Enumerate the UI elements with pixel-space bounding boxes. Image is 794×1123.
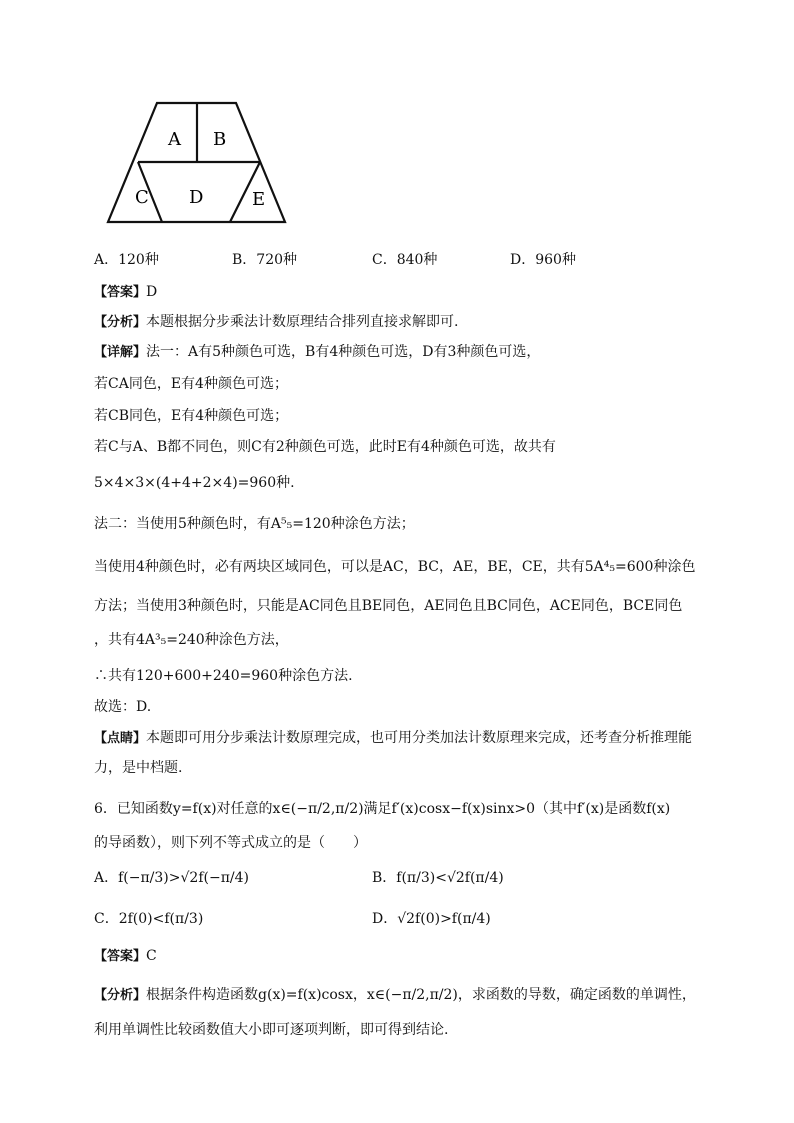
q6-option-d: D．√2f(0)>f(π/4) — [372, 911, 491, 927]
analysis-tag: 【分析】 — [94, 315, 147, 330]
region-a-label: A — [168, 129, 181, 150]
q5-detail-4: 若C与A、B都不同色，则C有2种颜色可选，此时E有4种颜色可选，故共有 — [94, 439, 556, 455]
q6-analysis-1 — [94, 985, 696, 1006]
q5-detail-3: 若CB同色，E有4种颜色可选； — [94, 408, 289, 424]
q6-stem-2: 的导函数），则下列不等式成立的是（ ） — [94, 835, 367, 851]
q5-method2-6: 故选：D. — [94, 699, 152, 715]
analysis-text: 本题根据分步乘法计数原理结合排列直接求解即可. — [146, 314, 459, 330]
analysis-tag: 【分析】 — [94, 988, 147, 1003]
q5-comment-2: 力，是中档题. — [94, 760, 183, 776]
answer-tag: 【答案】 — [94, 285, 147, 300]
q6-answer — [94, 946, 157, 967]
region-c-label: C — [135, 187, 149, 208]
coloring-figure — [100, 95, 295, 230]
comment-tag: 【点睛】 — [94, 731, 147, 746]
q5-method2-1: 法二：当使用5种颜色时，有A⁵₅=120种涂色方法； — [94, 516, 415, 532]
region-d-label: D — [189, 187, 204, 208]
q5-option-b: B．720种 — [232, 252, 298, 268]
q5-detail-5: 5×4×3×(4+4+2×4)=960种. — [94, 475, 295, 491]
q5-method2-2: 当使用4种颜色时，必有两块区域同色，可以是AC，BC，AE，BE，CE，共有5A⁴₅=600种涂色 — [94, 559, 696, 575]
q5-option-c: C．840种 — [372, 252, 438, 268]
q5-option-a: A．120种 — [94, 252, 159, 268]
q5-method2-5: ∴共有120+600+240=960种涂色方法. — [94, 668, 353, 684]
q6-stem-1: 6．已知函数y=f(x)对任意的x∈(−π/2,π/2)满足f′(x)cosx−f(x)sinx>0（其中f′(x)是函数f(x) — [94, 801, 671, 817]
q6-option-b: B．f(π/3)<√2f(π/4) — [372, 870, 504, 886]
q6-option-c: C．2f(0)<f(π/3) — [94, 911, 204, 927]
q5-detail-2: 若CA同色，E有4种颜色可选； — [94, 376, 288, 392]
q6-option-a: A．f(−π/3)>√2f(−π/4) — [94, 870, 249, 886]
region-b-label: B — [213, 129, 227, 150]
answer-value: D — [146, 284, 158, 300]
q5-method2-3: 方法；当使用3种颜色时，只能是AC同色且BE同色，AE同色且BC同色，ACE同色，BCE同色 — [94, 598, 683, 614]
q6-analysis-2: 利用单调性比较函数值大小即可逐项判断，即可得到结论. — [94, 1022, 449, 1038]
answer-value: C — [146, 948, 157, 964]
detail-text: 法一：A有5种颜色可选，B有4种颜色可选，D有3种颜色可选， — [146, 344, 541, 360]
q5-option-d: D．960种 — [510, 252, 576, 268]
analysis-text: 根据条件构造函数g(x)=f(x)cosx，x∈(−π/2,π/2)，求函数的导数，确定函数的单调性， — [146, 987, 696, 1003]
q5-answer — [94, 282, 157, 303]
detail-tag: 【详解】 — [94, 345, 147, 360]
q5-method2-4: ，共有4A³₅=240种涂色方法， — [94, 632, 289, 648]
region-e-label: E — [252, 189, 266, 210]
comment-text: 本题即可用分步乘法计数原理完成，也可用分类加法计数原理来完成，还考查分析推理能 — [146, 730, 693, 746]
q5-analysis — [94, 312, 458, 333]
q5-detail-1 — [94, 342, 540, 363]
q5-comment-1 — [94, 728, 692, 749]
answer-tag: 【答案】 — [94, 949, 147, 964]
